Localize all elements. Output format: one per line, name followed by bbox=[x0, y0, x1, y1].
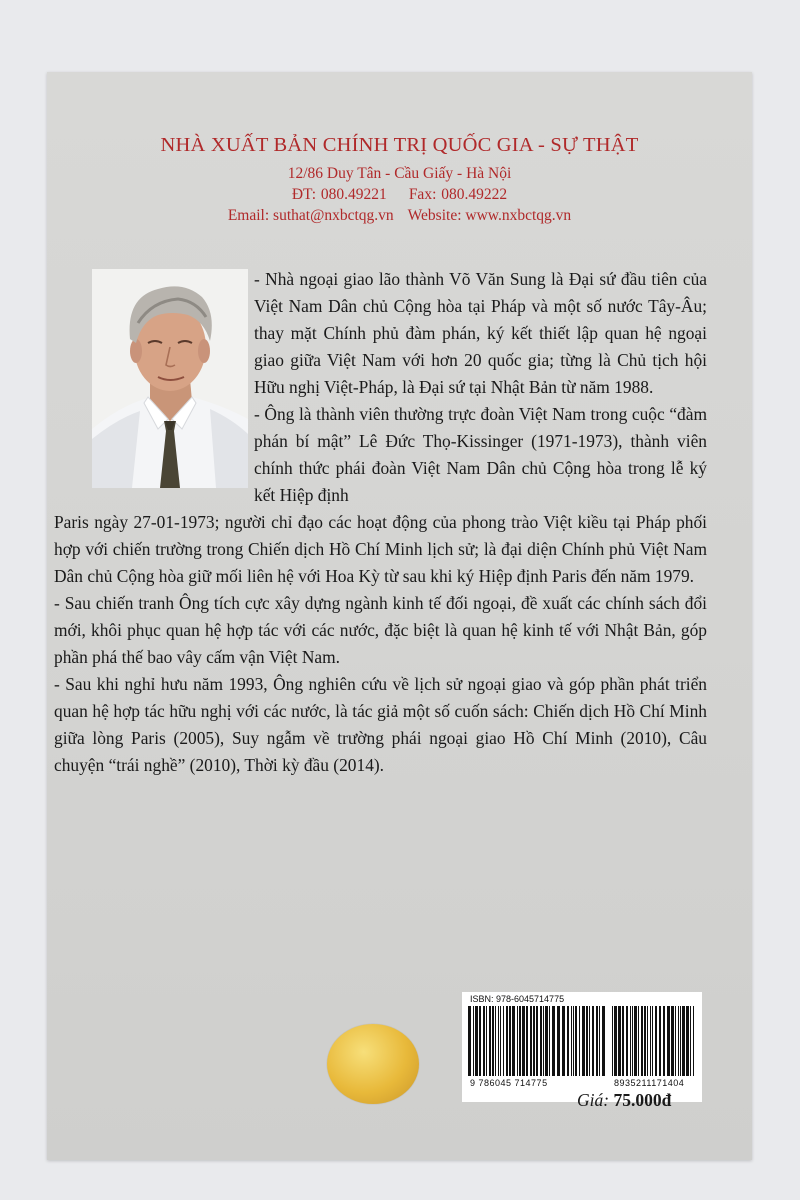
barcode-stripe bbox=[486, 1006, 487, 1076]
bio-paragraph-1: - Nhà ngoại giao lão thành Võ Văn Sung là Đại sứ đầu tiên của Việt Nam Dân chủ Cộng hòa tại Pháp và một số nước Tây-Âu; thay mặt Chính phủ đàm phán, ký kết thiết lập quan hệ ngoại giao giữa Việt Nam với hơn 20 quốc gia; từng là Chủ tịch hội Hữu nghị Việt-Pháp, là Đại sứ tại Nhật Bản từ năm 1988. bbox=[254, 269, 707, 397]
barcode-stripe bbox=[575, 1006, 577, 1076]
barcode-stripe bbox=[519, 1006, 521, 1076]
barcode-stripe bbox=[632, 1006, 633, 1076]
price-value: 75.000đ bbox=[613, 1090, 672, 1110]
barcode-stripe bbox=[483, 1006, 485, 1076]
barcode-stripe bbox=[475, 1006, 478, 1076]
barcode-stripe bbox=[536, 1006, 538, 1076]
barcode-stripe bbox=[644, 1006, 646, 1076]
barcode-stripe bbox=[599, 1006, 600, 1076]
barcode-stripe bbox=[509, 1006, 511, 1076]
bio-paragraph-3: - Sau chiến tranh Ông tích cực xây dựng ngành kinh tế đối ngoại, đề xuất các chính sách đổi mới, khôi phục quan hệ hợp tác với các nước, đặc biệt là quan hệ kinh tế với Nhật Bản, góp phần phá thế bao vây cấm vận Việt Nam. bbox=[54, 593, 707, 667]
barcode-stripe bbox=[614, 1006, 617, 1076]
barcode-stripe bbox=[630, 1006, 631, 1076]
barcode-stripe bbox=[638, 1006, 639, 1076]
barcode-panel bbox=[462, 992, 702, 1102]
barcode-stripe bbox=[612, 1006, 613, 1076]
barcode-stripe bbox=[503, 1006, 504, 1076]
barcode-stripe bbox=[552, 1006, 555, 1076]
price bbox=[577, 1090, 671, 1111]
barcode-stripe bbox=[468, 1006, 471, 1076]
bio-paragraph-4: - Sau khi nghỉ hưu năm 1993, Ông nghiên cứu về lịch sử ngoại giao và góp phần phát triển quan hệ hợp tác hữu nghị với các nước, là tác giả một số cuốn sách: Chiến dịch Hồ Chí Minh giữa lòng Paris (2005), Suy ngẫm về trường phái ngoại giao Hồ Chí Minh (2010), Câu chuyện “trái nghề” (2010), Thời kỳ đầu (2014). bbox=[54, 674, 707, 775]
barcode-stripe bbox=[641, 1006, 643, 1076]
barcode-stripe bbox=[626, 1006, 628, 1076]
isbn-barcode bbox=[468, 1006, 606, 1076]
product-barcode-digits: 8935211171404 bbox=[614, 1078, 685, 1088]
barcode-stripe bbox=[682, 1006, 685, 1076]
barcode-stripe bbox=[634, 1006, 637, 1076]
barcode-stripe bbox=[589, 1006, 590, 1076]
barcode-stripe bbox=[663, 1006, 665, 1076]
barcode-stripe bbox=[573, 1006, 574, 1076]
barcode-stripe bbox=[540, 1006, 542, 1076]
barcode-stripe bbox=[517, 1006, 518, 1076]
publisher-email: Email: suthat@nxbctqg.vn bbox=[227, 207, 394, 224]
barcode-stripe bbox=[498, 1006, 499, 1076]
barcode-stripe bbox=[545, 1006, 548, 1076]
barcode-stripe bbox=[543, 1006, 544, 1076]
barcode-stripe bbox=[506, 1006, 508, 1076]
barcode-stripe bbox=[533, 1006, 535, 1076]
price-label: Giá: bbox=[577, 1090, 610, 1110]
book-back-cover bbox=[47, 72, 752, 1160]
isbn-label: ISBN: 978-6045714775 bbox=[470, 994, 565, 1004]
barcode-stripe bbox=[680, 1006, 681, 1076]
barcode-stripe bbox=[492, 1006, 494, 1076]
barcode-stripe bbox=[567, 1006, 569, 1076]
gold-seal-sticker bbox=[327, 1024, 419, 1104]
barcode-stripe bbox=[579, 1006, 580, 1076]
barcode-stripe bbox=[686, 1006, 689, 1076]
barcode-stripe bbox=[473, 1006, 474, 1076]
barcode-stripe bbox=[602, 1006, 605, 1076]
barcode-stripe bbox=[675, 1006, 676, 1076]
bio-paragraph-2a: - Ông là thành viên thường trực đoàn Việt Nam trong cuộc “đàm phán bí mật” Lê Đức Thọ-Kissinger (1971-1973), thành viên chính thức phái đoàn Việt Nam Dân chủ Cộng hòa trong lễ ký kết Hiệp định bbox=[254, 404, 707, 505]
barcode-stripe bbox=[622, 1006, 624, 1076]
barcode-stripe bbox=[489, 1006, 491, 1076]
product-barcode bbox=[612, 1006, 696, 1076]
barcode-stripe bbox=[522, 1006, 525, 1076]
barcode-stripe bbox=[671, 1006, 674, 1076]
publisher-contact-web bbox=[47, 207, 752, 225]
publisher-name: NHÀ XUẤT BẢN CHÍNH TRỊ QUỐC GIA - SỰ THẬT bbox=[160, 134, 639, 156]
barcode-stripe bbox=[526, 1006, 528, 1076]
barcode-stripe bbox=[592, 1006, 594, 1076]
barcode-stripe bbox=[647, 1006, 648, 1076]
barcode-stripe bbox=[659, 1006, 661, 1076]
barcode-stripe bbox=[530, 1006, 533, 1076]
author-portrait bbox=[92, 269, 248, 488]
barcode-stripe bbox=[650, 1006, 651, 1076]
barcode-stripe bbox=[667, 1006, 670, 1076]
barcode-stripe bbox=[500, 1006, 501, 1076]
barcode-stripe bbox=[495, 1006, 496, 1076]
author-biography bbox=[54, 266, 707, 779]
barcode-stripe bbox=[512, 1006, 515, 1076]
publisher-phone: ĐT: 080.49221 bbox=[291, 186, 387, 203]
barcode-stripe bbox=[693, 1006, 694, 1076]
barcode-stripe bbox=[678, 1006, 679, 1076]
publisher-contact-phone bbox=[47, 186, 752, 204]
publisher-website: Website: www.nxbctqg.vn bbox=[407, 207, 572, 224]
barcode-stripe bbox=[557, 1006, 560, 1076]
barcode-stripe bbox=[549, 1006, 550, 1076]
barcode-stripe bbox=[582, 1006, 585, 1076]
barcode-stripe bbox=[479, 1006, 481, 1076]
barcode-stripe bbox=[652, 1006, 653, 1076]
publisher-fax: Fax: 080.49222 bbox=[408, 186, 508, 203]
bio-paragraph-2b: Paris ngày 27-01-1973; người chỉ đạo các hoạt động của phong trào Việt kiều tại Pháp phối hợp với chiến trường trong Chiến dịch Hồ Chí Minh lịch sử; là đại diện Chính phủ Việt Nam Dân chủ Cộng hòa giữ mối liên hệ với Hoa Kỳ từ sau khi ký Hiệp định Paris đến năm 1979. bbox=[54, 512, 707, 586]
barcode-stripe bbox=[571, 1006, 572, 1076]
isbn-barcode-digits: 9 786045 714775 bbox=[470, 1078, 548, 1088]
barcode-stripe bbox=[562, 1006, 565, 1076]
barcode-stripe bbox=[690, 1006, 691, 1076]
barcode-stripe bbox=[596, 1006, 598, 1076]
barcode-stripe bbox=[586, 1006, 588, 1076]
publisher-address: 12/86 Duy Tân - Cầu Giấy - Hà Nội bbox=[287, 165, 512, 182]
barcode-stripe bbox=[655, 1006, 657, 1076]
barcode-stripe bbox=[618, 1006, 621, 1076]
